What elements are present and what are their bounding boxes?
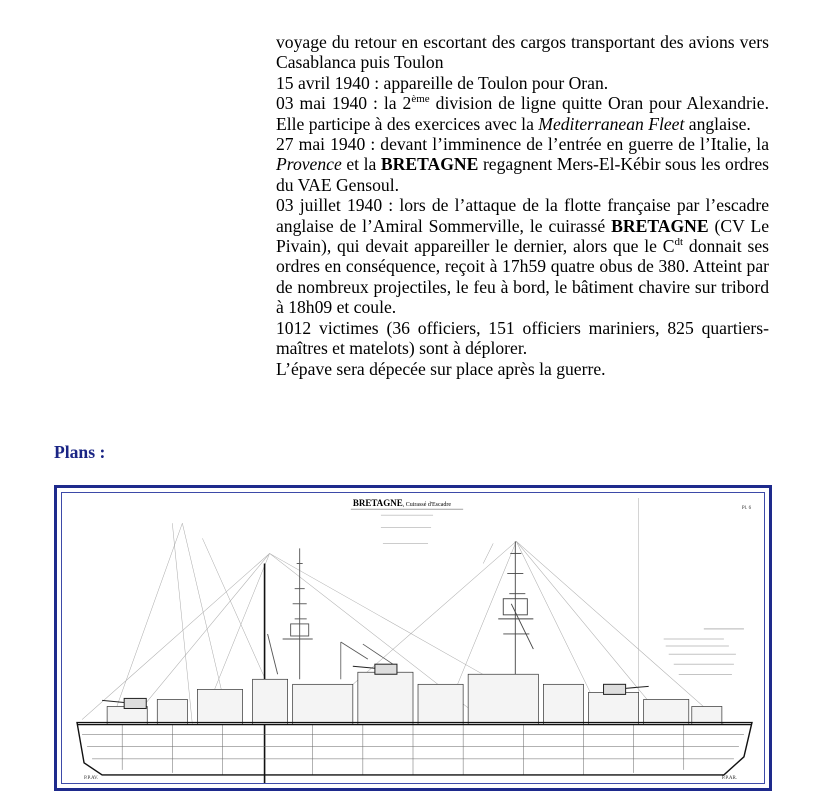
ship-plan-frame — [54, 485, 772, 791]
pp-av-label: P.P.AV. — [84, 775, 99, 781]
ship-profile-drawing — [62, 493, 764, 783]
paragraph-victimes: 1012 victimes (36 officiers, 151 officiers mariniers, 825 quartiers-maîtres et matelots) sont à déplorer. — [276, 317, 769, 359]
paragraph-epave: L’épave sera dépecée sur place après la guerre. — [276, 358, 606, 379]
paragraph-27-mai: 27 mai 1940 : devant l’imminence de l’entrée en guerre de l’Italie, la Provence et la BRETAGNE regagnent Mers-El-Kébir sous les ordres du VAE Gensoul. — [276, 134, 769, 195]
sheet-number: Pl. 6 — [741, 506, 752, 512]
history-text — [276, 32, 769, 379]
pp-ar-label: P.P.AR. — [721, 775, 738, 781]
plans-heading: Plans : — [54, 442, 106, 462]
hull-outline — [77, 723, 752, 775]
paragraph-voyage: voyage du retour en escortant des cargos transportant des avions vers Casablanca puis Toulon — [276, 32, 769, 73]
paragraph-15-avril: 15 avril 1940 : appareille de Toulon pour Oran. — [276, 72, 609, 93]
drawing-title: BRETAGNE, Cuirassé d'Escadre — [352, 498, 452, 509]
paragraph-03-juillet: 03 juillet 1940 : lors de l’attaque de la flotte française par l’escadre anglaise de l’Amiral Sommerville, le cuirassé BRETAGNE (CV Le Pivain), qui devait appareiller le dernier, alors que le $C^{dt}$ donnait ses ordres en conséquence, reçoit à 17h59 quatre obus de 380. Atteint par de nombreux projectiles, le feu à bord, le bâtiment chavire sur tribord à 18h09 et coule. — [276, 195, 769, 318]
ship-plan-drawing — [61, 492, 765, 784]
paragraph-03-mai: 03 mai 1940 : la 2ème division de ligne quitte Oran pour Alexandrie. Elle participe à des exercices avec la Mediterranean Fleet anglaise. — [276, 93, 769, 134]
